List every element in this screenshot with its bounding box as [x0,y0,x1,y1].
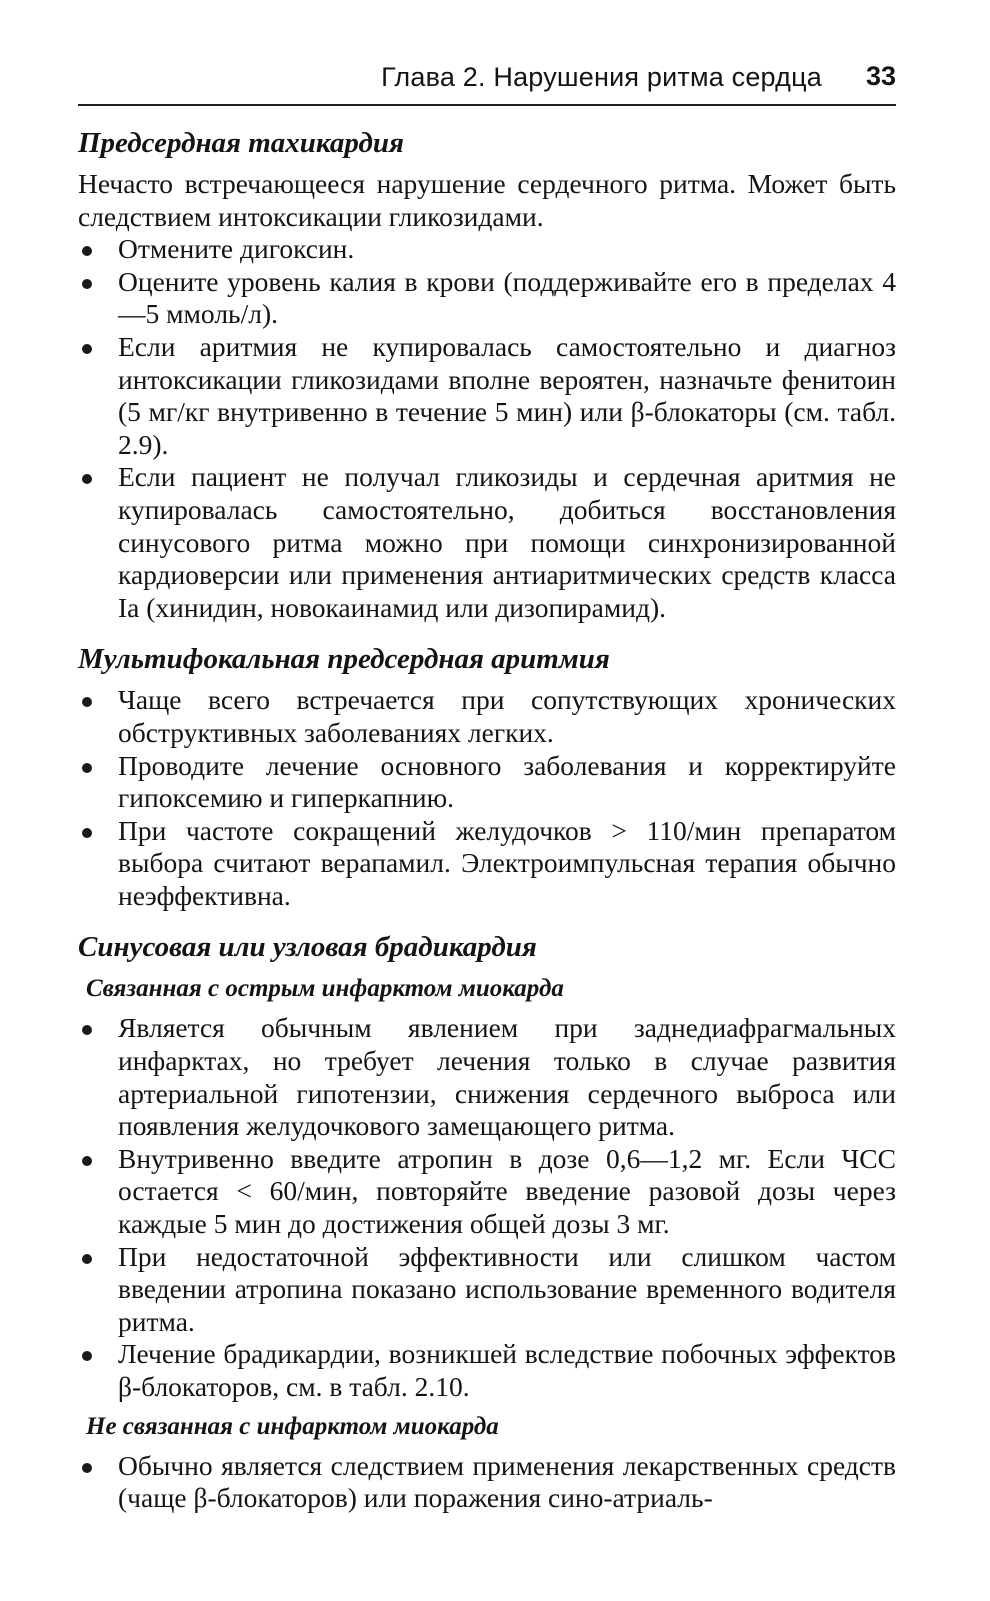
bullet-icon [82,474,92,484]
list-item-text: Если аритмия не купировалась самостоятельно и диагноз интоксикации гликозидами вполне вероятен, назначьте фенитоин (5 мг/кг внутривенно в течение 5 мин) или β-блокаторы (см. табл. 2.9). [118,330,896,460]
list-item-text: Если пациент не получал гликозиды и сердечная аритмия не купировалась самостоятельно, добиться восстановления синусового ритма можно при помощи синхронизированной кардиоверсии или применения антиаритмических средств класса Ia (хинидин, новокаинамид или дизопирамид). [118,461,896,623]
section-title-bradycardia: Синусовая или узловая брадикардия [78,931,537,964]
section-title-atrial-tachycardia: Предсердная тахикардия [78,127,404,159]
bullet-list-multifocal [78,684,896,912]
list-item [78,1450,896,1515]
bullet-icon [82,828,92,838]
list-item-text: При недостаточной эффективности или слишком частом введении атропина показано использование временного водителя ритма. [118,1240,896,1337]
list-item-text: Внутривенно введите атропин в дозе 0,6—1,2 мг. Если ЧСС остается < 60/мин, повторяйте введение разовой дозы через каждые 5 мин до достижения общей дозы 3 мг. [118,1142,896,1240]
bullet-list-atrial-tachycardia [78,233,896,624]
bullet-icon [82,246,92,256]
list-item-text: Отмените дигоксин. [118,233,355,265]
list-item [78,233,896,266]
section-intro: Нечасто встречающееся нарушение сердечного ритма. Может быть следствием интоксикации гликозидами. [78,168,896,232]
subsection-title-mi: Связанная с острым инфарктом миокарда [86,975,564,1003]
bullet-icon [82,697,92,707]
running-header [78,56,896,106]
list-item-text: Обычно является следствием применения лекарственных средств (чаще β-блокаторов) или поражения сино-атриаль- [118,1449,896,1514]
bullet-icon [82,1156,92,1166]
bullet-icon [82,1254,92,1264]
list-item [78,266,896,331]
list-item [78,1012,896,1142]
list-item [78,684,896,749]
section-title-multifocal: Мультифокальная предсердная аритмия [78,643,610,676]
list-item-text: Проводите лечение основного заболевания и корректируйте гипоксемию и гиперкапнию. [118,749,896,814]
list-item-text: При частоте сокращений желудочков > 110/мин препаратом выбора считают верапамил. Электроимпульсная терапия обычно неэффективна. [118,814,896,911]
bullet-icon [82,1463,92,1473]
list-item [78,1338,896,1403]
bullet-icon [82,763,92,773]
chapter-title: Глава 2. Нарушения ритма сердца [381,62,822,92]
bullet-list-non-mi [78,1450,896,1515]
list-item [78,331,896,461]
bullet-icon [82,1351,92,1361]
list-item [78,750,896,815]
list-item [78,1143,896,1241]
bullet-icon [82,1025,92,1035]
list-item [78,1241,896,1339]
book-page [78,56,896,1515]
page-number: 33 [865,61,896,91]
list-item-text: Чаще всего встречается при сопутствующих хронических обструктивных заболеваниях легких. [118,684,896,748]
bullet-icon [82,279,92,289]
bullet-icon [82,344,92,354]
list-item-text: Оцените уровень калия в крови (поддерживайте его в пределах 4—5 ммоль/л). [118,265,896,330]
bullet-list-mi [78,1012,896,1403]
list-item-text: Лечение брадикардии, возникшей вследствие побочных эффектов β-блокаторов, см. в табл. 2.10. [118,1338,896,1402]
list-item-text: Является обычным явлением при заднедиафрагмальных инфарктах, но требует лечения только в случае развития артериальной гипотензии, снижения сердечного выброса или появления желудочкового замещающего ритма. [118,1012,896,1142]
list-item [78,461,896,624]
subsection-title-non-mi: Не связанная с инфарктом миокарда [86,1412,499,1440]
list-item [78,815,896,913]
